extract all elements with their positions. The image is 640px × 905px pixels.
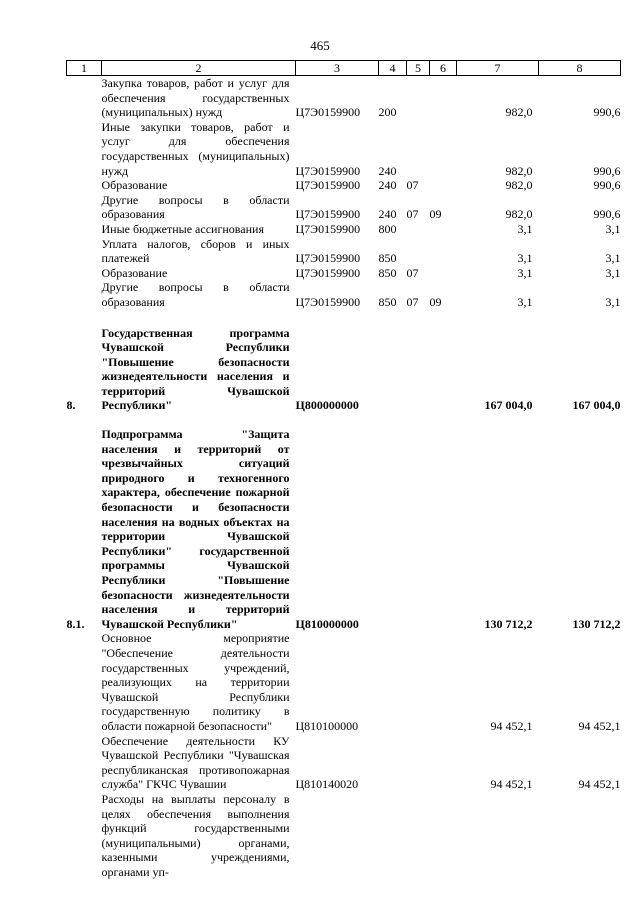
col-header-5: 5 (407, 61, 430, 76)
row-pr (430, 734, 457, 792)
row-pr (430, 222, 457, 237)
col-header-8: 8 (539, 61, 621, 76)
row-code: Ц810100000 (295, 718, 359, 733)
row-sum-2: 3,1 (605, 294, 621, 309)
row-rz (407, 76, 430, 120)
row-sum-1: 3,1 (517, 221, 533, 236)
row-vr: 240 (378, 163, 397, 178)
row-sum-1: 94 452,1 (490, 718, 533, 733)
row-code: Ц800000000 (295, 398, 359, 413)
row-sum-1: 3,1 (517, 251, 533, 266)
table-row (67, 792, 621, 880)
row-sum-2: 990,6 (593, 163, 621, 178)
row-sum-2: 3,1 (605, 265, 621, 280)
col-header-7: 7 (457, 61, 539, 76)
row-vr: 850 (378, 265, 397, 280)
row-code (296, 792, 379, 880)
table-row (67, 413, 621, 631)
row-sum-2: 94 452,1 (578, 718, 621, 733)
row-code: Ц810000000 (295, 616, 359, 631)
col-header-1: 1 (67, 61, 102, 76)
row-name: Другие вопросы в области образования (101, 280, 290, 309)
row-pr (430, 266, 457, 281)
row-rz (407, 120, 430, 178)
row-number (67, 222, 102, 237)
row-code: Ц7Э0159900 (295, 265, 361, 280)
page-number: 465 (310, 38, 330, 53)
row-rz: 07 (406, 294, 419, 309)
row-sum-2: 990,6 (593, 207, 621, 222)
row-vr (379, 310, 407, 414)
row-number (67, 631, 102, 733)
row-number (67, 792, 102, 880)
row-vr: 850 (378, 294, 397, 309)
row-name: Государственная программа Чувашской Республики "Повышение безопасности жизнедеятельности населения и территорий Чувашской Республики" (101, 325, 290, 413)
row-number (67, 237, 102, 266)
row-pr (430, 237, 457, 266)
row-sum-2: 3,1 (605, 251, 621, 266)
row-number (67, 76, 102, 120)
row-name: Основное мероприятие "Обеспечение деятельности государственных учреждений, реализующих на территории Чувашской Республики государственную политику в области пожарной безопасности" (101, 631, 290, 733)
row-rz (407, 734, 430, 792)
table-row (67, 222, 621, 237)
row-vr (379, 631, 407, 733)
row-sum-1: 94 452,1 (490, 777, 533, 792)
row-name: Образование (101, 265, 168, 280)
table-row (67, 76, 621, 120)
row-sum-1: 130 712,2 (484, 616, 533, 631)
row-vr: 240 (378, 178, 397, 193)
row-number (67, 178, 102, 193)
row-name: Расходы на выплаты персоналу в целях обеспечения выполнения функций государственными (муниципальными) органами, казенными учреждениями, органами уп- (101, 791, 290, 879)
row-rz (407, 237, 430, 266)
row-pr (430, 413, 457, 631)
row-code: Ц7Э0159900 (295, 221, 361, 236)
row-sum-1 (457, 792, 539, 880)
row-rz (407, 413, 430, 631)
col-header-6: 6 (430, 61, 457, 76)
row-sum-2: 94 452,1 (578, 777, 621, 792)
row-sum-2: 990,6 (593, 105, 621, 120)
row-name: Иные закупки товаров, работ и услуг для обеспечения государственных (муниципальных) нужд (101, 119, 290, 178)
row-vr: 240 (378, 207, 397, 222)
row-rz: 07 (406, 207, 419, 222)
table-row (67, 280, 621, 309)
row-code: Ц7Э0159900 (295, 294, 361, 309)
table-row (67, 734, 621, 792)
row-sum-2 (539, 792, 621, 880)
row-name: Закупка товаров, работ и услуг для обеспечения государственных (муниципальных) нужд (101, 76, 290, 120)
row-number (67, 120, 102, 178)
row-pr (430, 120, 457, 178)
budget-table (66, 60, 621, 879)
table-row (67, 631, 621, 733)
row-number (67, 266, 102, 281)
row-pr (430, 792, 457, 880)
row-vr (379, 734, 407, 792)
header-row (67, 61, 621, 76)
table-row (67, 237, 621, 266)
row-sum-2: 3,1 (605, 221, 621, 236)
row-sum-1: 982,0 (505, 178, 533, 193)
row-sum-2: 167 004,0 (572, 398, 621, 413)
row-pr (430, 631, 457, 733)
row-code: Ц810140020 (295, 777, 359, 792)
row-number (67, 193, 102, 222)
row-name: Образование (101, 178, 168, 193)
row-number: 8.1. (66, 616, 85, 631)
row-name: Обеспечение деятельности КУ Чувашской Республики "Чувашская республиканская противопожарная служба" ГКЧС Чувашии (101, 733, 290, 792)
row-rz: 07 (406, 178, 419, 193)
row-name: Иные бюджетные ассигнования (101, 221, 264, 236)
row-vr: 850 (378, 251, 397, 266)
row-sum-2: 990,6 (593, 178, 621, 193)
row-vr: 200 (378, 105, 397, 120)
row-code: Ц7Э0159900 (295, 251, 361, 266)
row-vr (379, 792, 407, 880)
table-row (67, 310, 621, 414)
row-rz (407, 631, 430, 733)
row-number: 8. (66, 398, 76, 413)
row-pr (430, 76, 457, 120)
row-pr: 09 (429, 294, 442, 309)
row-sum-1: 167 004,0 (484, 398, 533, 413)
row-code: Ц7Э0159900 (295, 163, 361, 178)
row-sum-1: 982,0 (505, 163, 533, 178)
col-header-2: 2 (102, 61, 296, 76)
row-code: Ц7Э0159900 (295, 207, 361, 222)
row-sum-2: 130 712,2 (572, 616, 621, 631)
table-row (67, 120, 621, 178)
row-code: Ц7Э0159900 (295, 178, 361, 193)
row-name: Другие вопросы в области образования (101, 192, 290, 222)
row-sum-1: 982,0 (505, 207, 533, 222)
row-code: Ц7Э0159900 (295, 105, 361, 120)
row-vr (379, 413, 407, 631)
row-sum-1: 3,1 (517, 265, 533, 280)
row-number (67, 734, 102, 792)
row-pr (430, 178, 457, 193)
row-pr: 09 (429, 207, 442, 222)
col-header-4: 4 (379, 61, 407, 76)
row-number (67, 280, 102, 309)
col-header-3: 3 (296, 61, 379, 76)
table-row (67, 178, 621, 193)
table-row (67, 193, 621, 222)
row-name: Уплата налогов, сборов и иных платежей (101, 236, 290, 266)
row-name: Подпрограмма "Защита населения и территорий от чрезвычайных ситуаций природного и техногенного характера, обеспечение пожарной безопасности и безопасности населения на водных объектах на территории Чувашской Республики" государственной программы Чувашской Республики "Повышение безопасности жизнедеятельности населения и территорий Чувашской Республики" (101, 427, 290, 631)
row-rz: 07 (406, 265, 419, 280)
row-vr: 800 (378, 221, 397, 236)
row-rz (407, 792, 430, 880)
row-rz (407, 310, 430, 414)
row-pr (430, 310, 457, 414)
table-row (67, 266, 621, 281)
row-rz (407, 222, 430, 237)
row-sum-1: 982,0 (505, 105, 533, 120)
row-sum-1: 3,1 (517, 294, 533, 309)
